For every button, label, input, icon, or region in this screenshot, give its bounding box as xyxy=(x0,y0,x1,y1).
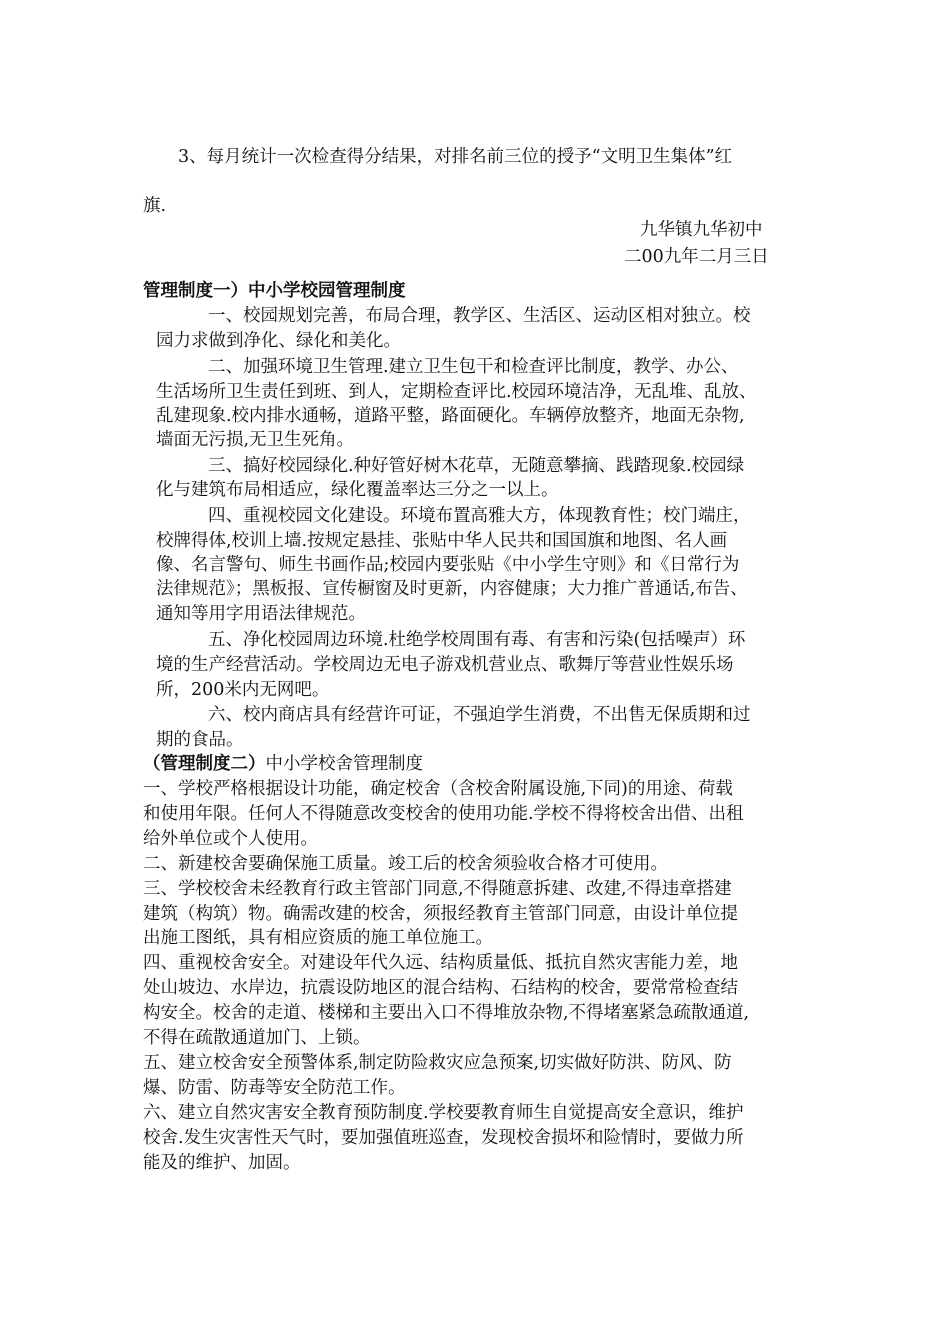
section2-heading xyxy=(143,753,423,775)
section1-item2-line2: 生活场所卫生责任到班、到人，定期检查评比.校园环境洁净，无乱堆、乱放、 xyxy=(156,382,757,402)
section1-item5-line2: 境的生产经营活动。学校周边无电子游戏机营业点、歌舞厅等营业性娱乐场 xyxy=(156,655,734,675)
section1-item1-line2: 园力求做到净化、绿化和美化。 xyxy=(156,331,401,351)
section2-item5-line2: 爆、防雷、防毒等安全防范工作。 xyxy=(143,1078,406,1098)
section1-item1-line1: 一、校园规划完善，布局合理，教学区、生活区、运动区相对独立。校 xyxy=(208,306,751,326)
section2-item3-line3: 出施工图纸，具有相应资质的施工单位施工。 xyxy=(143,928,493,948)
section2-item1-line2: 和使用年限。任何人不得随意改变校舍的使用功能.学校不得将校舍出借、出租 xyxy=(143,804,744,824)
section1-item4-line3: 像、名言警句、师生书画作品;校园内要张贴《中小学生守则》和《日常行为 xyxy=(156,555,740,575)
section2-item4-line4: 不得在疏散通道加门、上锁。 xyxy=(143,1028,371,1048)
section2-item6-line1: 六、建立自然灾害安全教育预防制度.学校要教育师生自觉提高安全意识，维护 xyxy=(143,1103,744,1123)
section1-item6-line2: 期的食品。 xyxy=(156,730,244,750)
section2-item1-line3: 给外单位或个人使用。 xyxy=(143,829,318,849)
section1-item2-line3: 乱建现象.校内排水通畅，道路平整，路面硬化。车辆停放整齐，地面无杂物, xyxy=(156,406,745,426)
section1-item5-line1: 五、净化校园周边环境.杜绝学校周围有毒、有害和污染(包括噪声）环 xyxy=(208,630,746,650)
section1-item5-line3: 所，200米内无网吧。 xyxy=(156,680,330,700)
section2-item2-line1: 二、新建校舍要确保施工质量。竣工后的校舍须验收合格才可使用。 xyxy=(143,854,668,874)
signature-date: 二00九年二月三日 xyxy=(624,247,769,267)
section2-item5-line1: 五、建立校舍安全预警体系,制定防险救灾应急预案,切实做好防洪、防风、防 xyxy=(143,1053,732,1073)
section2-item3-line1: 三、学校校舍未经教育行政主管部门同意,不得随意拆建、改建,不得违章搭建 xyxy=(143,879,732,899)
section2-item3-line2: 建筑（构筑）物。确需改建的校舍，须报经教育主管部门同意，由设计单位提 xyxy=(143,904,738,924)
section1-item2-line1: 二、加强环境卫生管理.建立卫生包干和检查评比制度，教学、办公、 xyxy=(208,357,739,377)
section2-heading-bold: （管理制度二） xyxy=(143,754,266,774)
section1-heading: 管理制度一）中小学校园管理制度 xyxy=(143,281,406,301)
section2-item4-line3: 构安全。校舍的走道、楼梯和主要出入口不得堆放杂物,不得堵塞紧急疏散通道, xyxy=(143,1003,750,1023)
section1-item3-line2: 化与建筑布局相适应，绿化覆盖率达三分之一以上。 xyxy=(156,480,559,500)
signature-org: 九华镇九华初中 xyxy=(640,220,763,240)
section1-item4-line4: 法律规范》；黑板报、宣传橱窗及时更新，内容健康；大力推广普通话,布告、 xyxy=(156,579,748,599)
section2-item4-line2: 处山坡边、水岸边，抗震设防地区的混合结构、石结构的校舍，要常常检查结 xyxy=(143,978,738,998)
section2-item1-line1: 一、学校严格根据设计功能，确定校舍（含校舍附属设施,下同)的用途、荷载 xyxy=(143,779,733,799)
intro-para3-line2: 旗. xyxy=(143,196,167,216)
section1-item2-line4: 墙面无污损,无卫生死角。 xyxy=(156,430,355,450)
section1-item4-line2: 校牌得体,校训上墙.按规定悬挂、张贴中华人民共和国国旗和地图、名人画 xyxy=(156,531,728,551)
section1-item3-line1: 三、搞好校园绿化.种好管好树木花草，无随意攀摘、践踏现象.校园绿 xyxy=(208,456,745,476)
section1-item6-line1: 六、校内商店具有经营许可证，不强迫学生消费，不出售无保质期和过 xyxy=(208,705,751,725)
section2-item4-line1: 四、重视校舍安全。对建设年代久远、结构质量低、抵抗自然灾害能力差，地 xyxy=(143,953,738,973)
section1-item4-line5: 通知等用字用语法律规范。 xyxy=(156,604,366,624)
intro-para3-line1: 3、每月统计一次检查得分结果，对排名前三位的授予“文明卫生集体”红 xyxy=(178,147,733,167)
section2-heading-rest: 中小学校舍管理制度 xyxy=(265,754,423,774)
section2-item6-line3: 能及的维护、加固。 xyxy=(143,1153,301,1173)
section2-item6-line2: 校舍.发生灾害性天气时，要加强值班巡查，发现校舍损坏和险情时，要做力所 xyxy=(143,1128,744,1148)
section1-item4-line1: 四、重视校园文化建设。环境布置高雅大方，体现教育性；校门端庄， xyxy=(208,506,751,526)
